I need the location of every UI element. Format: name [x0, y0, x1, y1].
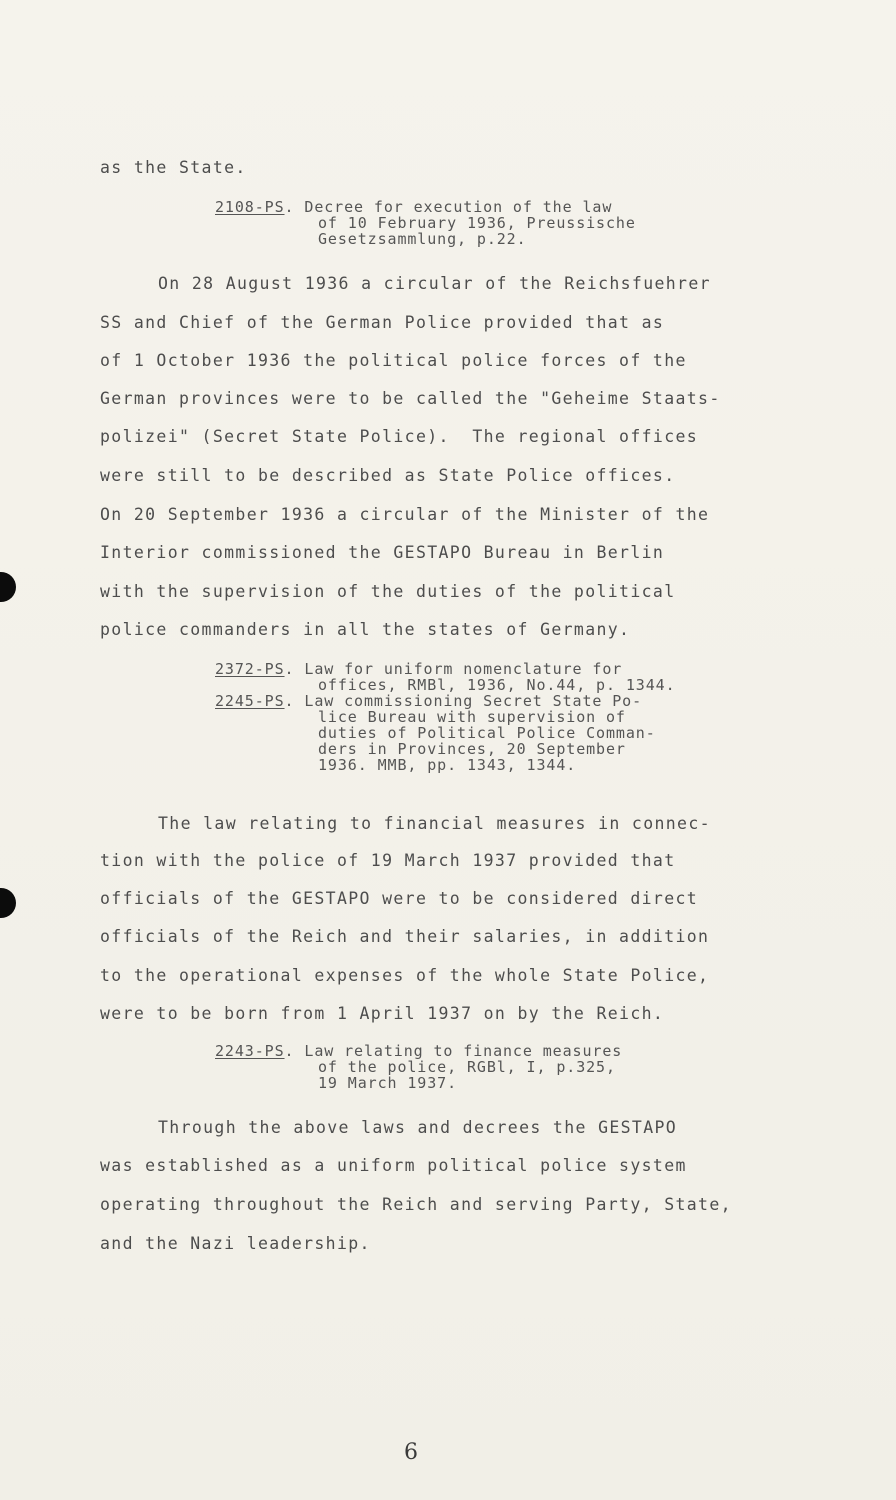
citation-text: offices, RMBl, 1936, No.44, p. 1344. — [318, 676, 676, 694]
text-line: Interior commissioned the GESTAPO Bureau in Berlin — [100, 543, 665, 562]
punch-hole — [0, 888, 16, 918]
text-line: of 1 October 1936 the political police forces of the — [100, 351, 687, 370]
citation-text: duties of Political Police Comman- — [318, 724, 656, 742]
citation-text: ders in Provinces, 20 September — [318, 740, 626, 758]
citation-block — [215, 661, 676, 773]
citation-text: 1936. MMB, pp. 1343, 1344. — [318, 756, 577, 774]
text-line: Through the above laws and decrees the GESTAPO — [158, 1118, 678, 1137]
text-line: as the State. — [100, 158, 247, 177]
citation-text: of 10 February 1936, Preussische — [318, 214, 636, 232]
citation-text: Law commissioning Secret State Po- — [304, 692, 643, 710]
text-line: operating throughout the Reich and serving Party, State, — [100, 1195, 732, 1214]
text-line: On 20 September 1936 a circular of the Minister of the — [100, 505, 710, 524]
text-line: German provinces were to be called the "Geheime Staats- — [100, 389, 721, 408]
citation-text: Decree for execution of the law — [304, 198, 613, 216]
citation-row: 2243-PS. Law relating to finance measures — [215, 1042, 623, 1060]
citation-ref: 2372-PS — [215, 660, 285, 678]
citation-row: 2372-PS. Law for uniform nomenclature for — [215, 660, 623, 678]
citation-block — [215, 199, 636, 247]
citation-row: 2108-PS. Decree for execution of the law — [215, 198, 613, 216]
citation-text: Gesetzsammlung, p.22. — [318, 230, 527, 248]
text-line: SS and Chief of the German Police provided that as — [100, 313, 665, 332]
text-line: with the supervision of the duties of the political — [100, 582, 676, 601]
citation-ref: 2243-PS — [215, 1042, 285, 1060]
text-line: were to be born from 1 April 1937 on by the Reich. — [100, 1004, 665, 1023]
text-line: and the Nazi leadership. — [100, 1234, 371, 1253]
citation-row: 2245-PS. Law commissioning Secret State Po- — [215, 692, 643, 710]
text-line: officials of the GESTAPO were to be considered direct — [100, 889, 699, 908]
citation-text: lice Bureau with supervision of — [318, 708, 626, 726]
text-line: were still to be described as State Police offices. — [100, 466, 676, 485]
citation-text: 19 March 1937. — [318, 1074, 458, 1092]
text-line: The law relating to financial measures in connec- — [158, 814, 711, 833]
page-number: 6 — [404, 1440, 418, 1465]
text-line: was established as a uniform political police system — [100, 1156, 687, 1175]
citation-text: of the police, RGBl, I, p.325, — [318, 1058, 616, 1076]
punch-hole — [0, 572, 16, 602]
citation-text: Law for uniform nomenclature for — [304, 660, 623, 678]
text-line: tion with the police of 19 March 1937 provided that — [100, 851, 676, 870]
citation-ref: 2108-PS — [215, 198, 285, 216]
citation-ref: 2245-PS — [215, 692, 285, 710]
citation-block — [215, 1043, 622, 1091]
text-line: On 28 August 1936 a circular of the Reichsfuehrer — [158, 274, 711, 293]
citation-text: Law relating to finance measures — [304, 1042, 623, 1060]
text-line: polizei" (Secret State Police). The regional offices — [100, 427, 699, 446]
text-line: to the operational expenses of the whole State Police, — [100, 966, 710, 985]
text-line: police commanders in all the states of Germany. — [100, 620, 631, 639]
text-line: officials of the Reich and their salaries, in addition — [100, 927, 710, 946]
